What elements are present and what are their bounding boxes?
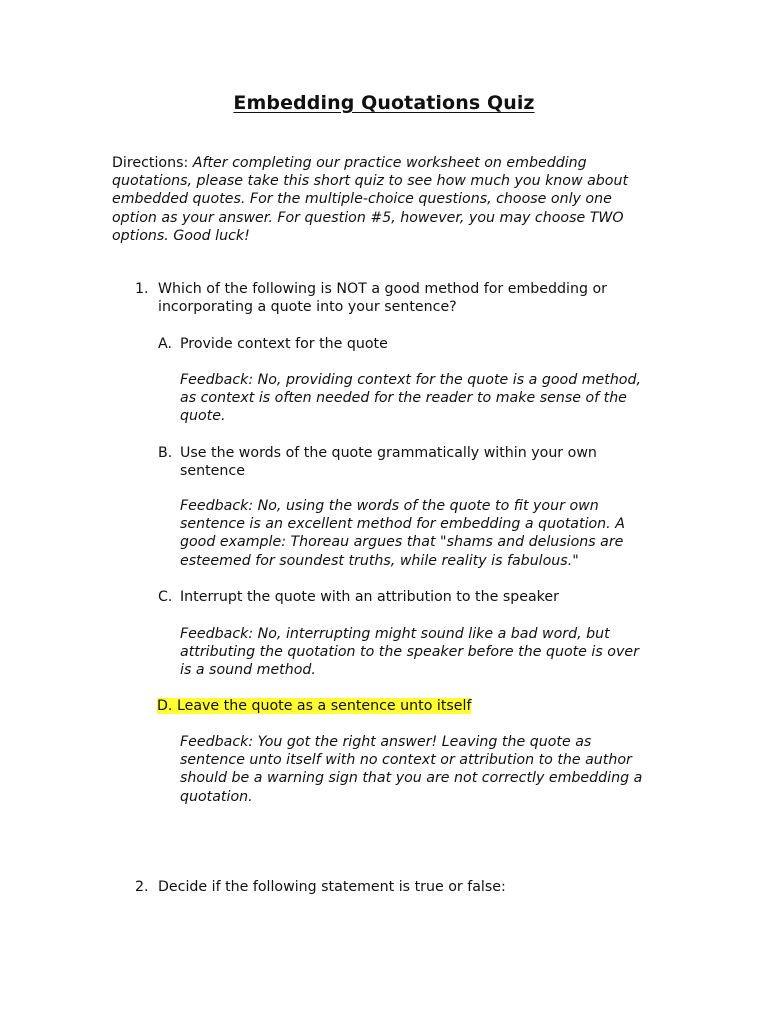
question-1-text: Which of the following is NOT a good method for embedding or incorporating a quote into your sentence?: [158, 281, 607, 316]
option-c-letter: C.: [158, 589, 173, 605]
option-b-text: Use the words of the quote grammatically within your own sentence: [180, 445, 597, 480]
directions-paragraph: [112, 154, 652, 245]
option-b-letter: B.: [158, 445, 173, 461]
question-1-number: 1.: [135, 281, 149, 297]
option-d-text: Leave the quote as a sentence unto itself: [176, 698, 472, 714]
directions-text: After completing our practice worksheet on embedding quotations, please take this short quiz to see how much you know about embedded quotes. For the multiple-choice questions, choose only one option as your answer. For question #5, however, you may choose TWO options. Good luck!: [112, 155, 629, 244]
question-2-number: 2.: [135, 879, 149, 895]
option-d-letter: D.: [157, 698, 173, 714]
answer-highlight: [157, 698, 471, 714]
option-b-feedback: Feedback: No, using the words of the quote to fit your own sentence is an excellent method for embedding a quotation. A good example: Thoreau argues that "shams and delusions are esteemed for soundest truths, while reality is fabulous.": [180, 498, 625, 569]
option-a-letter: A.: [158, 336, 172, 352]
directions-label: Directions:: [112, 155, 189, 171]
option-d-line: [157, 697, 637, 715]
option-a-text: Provide context for the quote: [180, 336, 388, 352]
page-title: Embedding Quotations Quiz: [233, 92, 535, 114]
option-c-text: Interrupt the quote with an attribution to the speaker: [180, 589, 559, 605]
option-d-feedback: Feedback: You got the right answer! Leaving the quote as sentence unto itself with no context or attribution to the author should be a warning sign that you are not correctly embedding a quotation.: [180, 734, 643, 805]
question-2-text: Decide if the following statement is true or false:: [158, 879, 506, 895]
option-c-feedback: Feedback: No, interrupting might sound like a bad word, but attributing the quotation to the speaker before the quote is over is a sound method.: [180, 626, 639, 679]
option-a-feedback: Feedback: No, providing context for the quote is a good method, as context is often needed for the reader to make sense of the quote.: [180, 372, 642, 425]
